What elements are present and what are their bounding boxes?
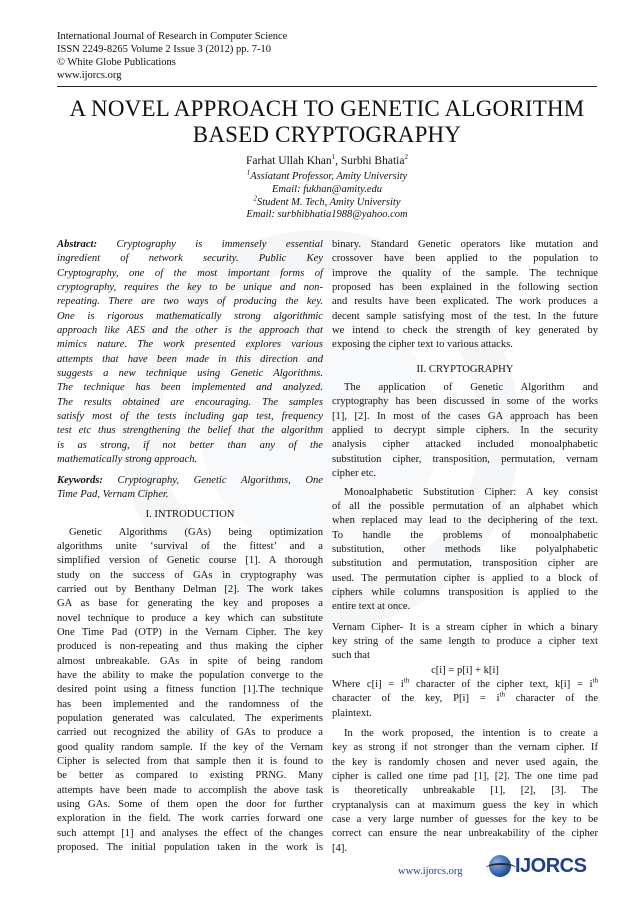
paragraph-proposed-work: [332, 727, 598, 856]
body-line: used. The permutation cipher is applied to a block of: [332, 572, 598, 584]
right-column: [332, 238, 598, 856]
abstract-line: attempts that have been made in this direction and: [57, 353, 323, 365]
body-line: Vernam Cipher- It is a stream cipher in which a binary: [332, 621, 598, 633]
abstract-line: cryptography, requires the key to be unique and non-: [57, 282, 323, 294]
intro-line: has been implemented and the randomness of the: [57, 698, 323, 710]
intro-line: attempts have been made to accomplish the above task: [57, 784, 323, 796]
paper-title: [57, 96, 597, 148]
intro-line: population generated was calculated. The experiments: [57, 713, 323, 724]
abstract-line: ingredient of network security. Public Key: [57, 253, 323, 265]
body-line: and results have been explicated. The work produces a: [332, 296, 598, 308]
abstract: [57, 238, 323, 468]
introduction-paragraph: [57, 526, 323, 856]
abstract-line: mathematically strong approach.: [57, 454, 198, 466]
abstract-line: Cryptography, one of the most important forms of: [57, 267, 323, 279]
affiliation-2-email[interactable]: Email: surbhibhatia1988@yahoo.com: [246, 209, 408, 221]
body-line: substitution cipher, transposition, permutation, vernam: [332, 453, 598, 465]
footer-website-link[interactable]: www.ijorcs.org: [398, 866, 463, 877]
logo-text: IJORCS: [515, 854, 587, 877]
journal-website[interactable]: www.ijorcs.org: [57, 70, 122, 81]
affiliation-2-sup: 2: [253, 194, 257, 203]
title-line-1: A NOVEL APPROACH TO GENETIC ALGORITHM: [69, 96, 585, 121]
affiliation-1-email[interactable]: Email: fukhan@amity.edu: [272, 183, 382, 195]
body-line: case a very large number of guesses for the key to be: [332, 814, 598, 826]
intro-line: good quality random sample. If the key of the Vernam: [57, 741, 323, 753]
keywords-label: Keywords:: [57, 474, 103, 486]
body-line: To handle the problems of monoalphabetic: [332, 529, 598, 541]
paragraph-binary: [332, 238, 598, 353]
ijorcs-logo: [489, 848, 589, 884]
where-line-1: Where $c[i] = i^{th}$ character of the cipher text, $k[i] = i^{th}$: [332, 676, 599, 690]
abstract-line: The results obtained are encouraging. The samples: [57, 396, 323, 408]
section-heading-introduction: I. INTRODUCTION: [145, 509, 235, 521]
body-line: decent sample satisfying most of the test. In the future: [332, 310, 598, 322]
header-divider: [57, 86, 597, 87]
author-2-name: Surbhi Bhatia: [340, 155, 405, 167]
body-line: correct can ensure the near unbreakability of the cipher: [332, 828, 598, 840]
author-1-name: Farhat Ullah Khan: [246, 155, 332, 167]
body-line: [4].: [332, 842, 348, 854]
title-line-2: BASED CRYPTOGRAPHY: [192, 122, 462, 147]
intro-line: using GAs. Some of them open the door for further: [57, 799, 323, 811]
body-line: key as strong if not stronger than the vernam cipher. If: [332, 742, 598, 754]
body-line: such that: [332, 650, 370, 662]
where-line-2: character of the key, $P[i] = i^{th}$ character of the: [332, 690, 598, 705]
abstract-line: repeating. There are two ways of producing the key.: [57, 296, 323, 308]
affiliation-2: [57, 194, 597, 210]
body-line: substitution, other methods like polyalphabetic: [332, 543, 598, 555]
affiliations: [57, 168, 597, 222]
abstract-label: Abstract:: [57, 239, 98, 250]
paragraph-vernam: [332, 621, 598, 721]
intro-line: carried out by Benthany Delman [2]. The work takes: [57, 583, 323, 595]
journal-name: International Journal of Research in Computer Science: [57, 31, 288, 42]
body-line: Monoalphabetic Substitution Cipher: A key consist: [344, 486, 598, 498]
body-line: is theoretically unbreakable [1], [2], [3]. The: [332, 785, 598, 797]
body-line: cryptography has been discussed in some of the works: [332, 396, 598, 408]
abstract-line: suggests a new technique using Genetic Algorithms.: [57, 368, 323, 380]
body-line: cipher etc.: [332, 468, 377, 480]
intro-line: Cipher is selected from that sample then it is found to: [57, 756, 323, 768]
body-line: of all the possible permutation of an alphabet which: [332, 500, 598, 512]
keywords-line: Time Pad, Vernam Cipher.: [57, 488, 169, 500]
journal-publisher: © White Globe Publications: [57, 57, 176, 68]
affiliation-2-role: Student M. Tech, Amity University: [257, 196, 401, 208]
vernam-equation: c[i] = p[i] + k[i]: [431, 664, 499, 676]
intro-line: have the ability to make the population converge to the: [57, 669, 323, 681]
body-line: key string of the same length to produce a cipher text: [332, 635, 598, 647]
body-line: cryptanalysis can at maximum guess the key in which: [332, 799, 598, 811]
abstract-line: test etc thus strengthening the belief that the algorithm: [57, 425, 323, 437]
intro-line: such attempt [1] and analyses the effect of the changes: [57, 827, 323, 839]
affiliation-1-sup: 1: [246, 168, 251, 177]
journal-issn: ISSN 2249-8265 Volume 2 Issue 3 (2012) pp. 7-10: [57, 44, 271, 55]
body-line: we intend to check the strength of key generated by: [332, 325, 598, 337]
intro-line: Genetic Algorithms (GAs) being optimization: [69, 526, 323, 538]
intro-line: almost unbreakable. GAs in spite of being random: [57, 655, 323, 667]
body-line: The application of Genetic Algorithm and: [344, 382, 598, 394]
body-line: improve the quality of the sample. The technique: [332, 267, 598, 279]
intro-line: One Time Pad (OTP) in the Vernam Cipher. The key: [57, 626, 323, 638]
intro-line: proposed. The initial population taken in the work is: [57, 842, 323, 854]
body-line: proposed has been explained in the following section: [332, 282, 598, 294]
abstract-line: The technique has been implemented and analyzed.: [57, 382, 323, 394]
intro-line: exploration in the field. The work carries forward one: [57, 813, 323, 825]
intro-line: simplified version of Genetic course [1]. A thorough: [57, 555, 323, 567]
body-line: when replaced may lead to the deciphering of the text.: [332, 515, 598, 527]
affiliation-1: [57, 168, 597, 184]
body-line: the key is randomly chosen and never used again, the: [332, 756, 598, 768]
left-column: [57, 238, 323, 855]
section-heading-cryptography: II. CRYPTOGRAPHY: [416, 363, 514, 375]
body-line: ciphers while columns transposition is applied to the: [332, 586, 598, 598]
author-list: [57, 155, 597, 168]
body-line: In the work proposed, the intention is to create a: [344, 728, 598, 739]
body-line: exposing the cipher text to various attacks.: [332, 339, 513, 351]
intro-line: produced is non-repeating and thus making the cipher: [57, 641, 323, 653]
abstract-line: approach like AES and the other is the approach that: [57, 325, 323, 337]
abstract-line: satisfy most of the tests including gap test, frequency: [57, 411, 323, 423]
keywords-line: Keywords: Cryptography, Genetic Algorithms, One: [57, 474, 323, 486]
abstract-line: One is rigorous mathematically strong algorithmic: [57, 310, 323, 322]
body-line: cipher is called one time pad [1], [2]. The one time pad: [332, 771, 598, 783]
author-separator: ,: [335, 155, 341, 167]
abstract-line: mimics nature. The work presented explores various: [57, 339, 323, 351]
paragraph-application: [332, 381, 598, 481]
keywords: [57, 474, 323, 503]
paragraph-monoalphabetic: [332, 486, 598, 615]
intro-line: carried out recognized the ability of GAs to produce a: [57, 727, 323, 739]
affiliation-1-role: Assiatant Professor, Amity University: [250, 171, 408, 182]
author-1-sup: 1: [331, 153, 336, 162]
globe-icon: [489, 855, 511, 877]
intro-line: GA as base for generating the key and proposes a: [57, 598, 323, 610]
intro-line: study on the success of GAs in cryptography was: [57, 569, 323, 581]
body-line: binary. Standard Genetic operators like mutation and: [332, 239, 598, 250]
body-line: crossover have been applied to the population to: [332, 253, 598, 265]
abstract-line: is as strong, if not better than any of the: [57, 439, 323, 451]
intro-line: novel technique to produce a key which can substitute: [57, 612, 323, 624]
journal-header: [57, 30, 597, 82]
body-line: substitution and permutation, transposition cipher are: [332, 558, 598, 570]
abstract-line: Abstract: Cryptography is immensely essential: [57, 239, 323, 250]
body-line: [1], [2]. In most of the cases GA approach has been: [332, 410, 598, 422]
body-line: applied to decrypt simple ciphers. In the security: [332, 425, 598, 437]
where-line-3: plaintext.: [332, 707, 372, 719]
intro-line: desired point using a fitness function [1].The technique: [57, 684, 323, 696]
intro-line: be better as compared to existing PRNG. Many: [57, 770, 323, 782]
body-line: entire text at once.: [332, 601, 411, 613]
body-line: analysis cipher attacked included monoalphabetic: [332, 439, 598, 451]
intro-line: algorithms unite ‘survival of the fittest’ and a: [57, 540, 323, 552]
author-2-sup: 2: [404, 153, 408, 162]
